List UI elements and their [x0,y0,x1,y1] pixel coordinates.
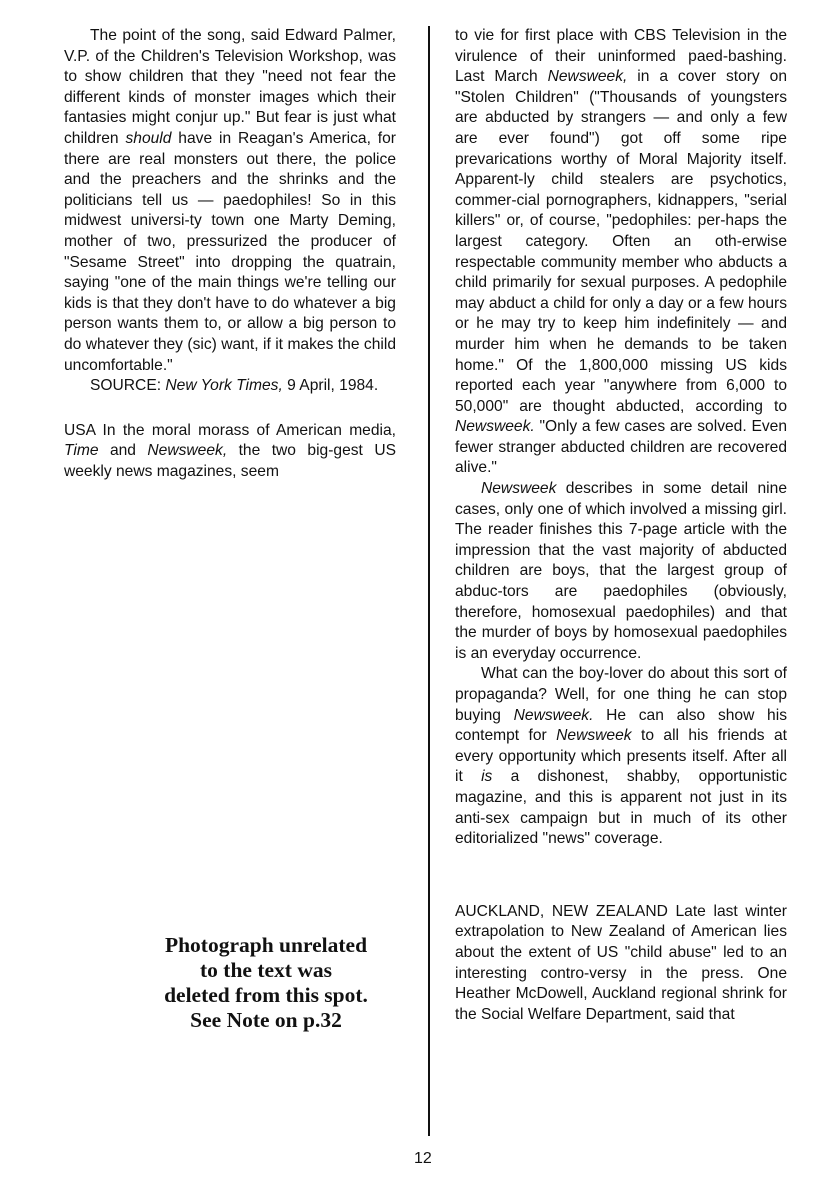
boy-lover-paragraph [455,664,787,849]
text-run: SOURCE: [90,377,166,395]
right-column [455,26,787,1025]
text-run: 9 April, 1984. [282,377,379,395]
text-run: AUCKLAND, NEW ZEALAND Late last winter extrapolation to New Zealand of American lies about the extent of US "child abuse" led to an interesting contro-versy in the press. One Heather McDowell, Auckland regional shrink for the Social Welfare Department, said that [455,902,787,1023]
song-paragraph [64,26,396,376]
text-run: to vie for first place with CBS Television in the virulence of their uninformed paed-bashing. Last March [455,27,787,86]
text-run: What can the boy-lover do about this sort of propaganda? Well, for one thing he can stop buying [455,665,787,724]
photo-deleted-note [96,933,436,1033]
text-run: and [98,442,148,460]
text-run: a dishonest, shabby, opportunistic magazine, and this is apparent not just in its anti-sex campaign but in much of its other editorialized "news" coverage. [455,768,787,848]
continuation-paragraph [455,26,787,479]
italic-text-run: Newsweek [556,727,632,745]
auckland-paragraph [455,902,787,1026]
left-column [64,26,396,482]
newsweek-describes-paragraph [455,479,787,664]
note-line: See Note on p.32 [190,1008,342,1032]
note-line: deleted from this spot. [164,983,368,1007]
italic-text-run: Time [64,442,99,460]
italic-text-run: Newsweek. [513,706,594,724]
text-run: describes in some detail nine cases, only one of which involved a missing girl. The reader finishes this 7-page article with the impression that the vast majority of abducted children are boys, that the largest group of abduc-tors are paedophiles (obviously, therefore, homosexual paedophiles) and that the murder of boys by homosexual paedophiles is an everyday occurrence. [455,480,787,662]
italic-text-run: Newsweek. [455,418,535,436]
source-paragraph [64,376,396,397]
text-run: "Only a few cases are solved. Even fewer stranger abducted children are recovered alive." [455,418,787,477]
page-number: 12 [414,1150,432,1167]
italic-text-run: Newsweek, [147,442,228,460]
italic-text-run: should [125,129,172,147]
italic-text-run: Newsweek, [547,68,628,86]
text-run: in a cover story on "Stolen Children" ("Thousands of youngsters are abducted by strangers — and only a few are ever found") got off some ripe prevarications worthy of Moral Majority itself. Apparent-ly child stealers are psychotics, commer-cial pornographers, kidnappers, "serial killers" or, of course, "pedophiles: per-haps the largest category. Often an oth-erwise respectable community member who abducts a child primarily for sexual purposes. A pedophile may abduct a child for only a day or a few hours or he may try to keep him indefinitely — and murder him when he demands to be taken home." Of the 1,800,000 missing US kids reported each year "anywhere from 6,000 to 50,000" are thought abducted, according to [455,68,787,415]
italic-text-run: is [481,768,493,786]
italic-text-run: Newsweek [481,480,557,498]
text-run: the two big-gest US weekly news magazines, seem [64,442,396,480]
text-run: to all his friends at every opportunity which presents itself. After all it [455,727,787,786]
text-run: have in Reagan's America, for there are real monsters out there, the police and the preachers and the shrinks and the politicians tell us — paedophiles! So in this midwest universi-ty town one Marty Deming, mother of two, pressurized the producer of "Sesame Street" into dropping the quatrain, saying "one of the main things we're telling our kids is that they don't have to do whatever a big person wants them to, or allow a big person to do whatever they (sic) want, if it makes the child uncomfortable." [64,129,396,374]
note-line: Photograph unrelated [164,933,368,957]
italic-text-run: New York Times, [165,377,283,395]
text-run: He can also show his contempt for [455,706,787,745]
text-run: The point of the song, said Edward Palmer, V.P. of the Children's Television Workshop, was to show children that they "need not fear the different kinds of monster images which their fantasies might conjur up." But fear is just what children [64,27,396,147]
note-line: to the text was [200,958,332,982]
text-run: USA In the moral morass of American media, [64,421,396,439]
usa-paragraph [64,421,396,483]
